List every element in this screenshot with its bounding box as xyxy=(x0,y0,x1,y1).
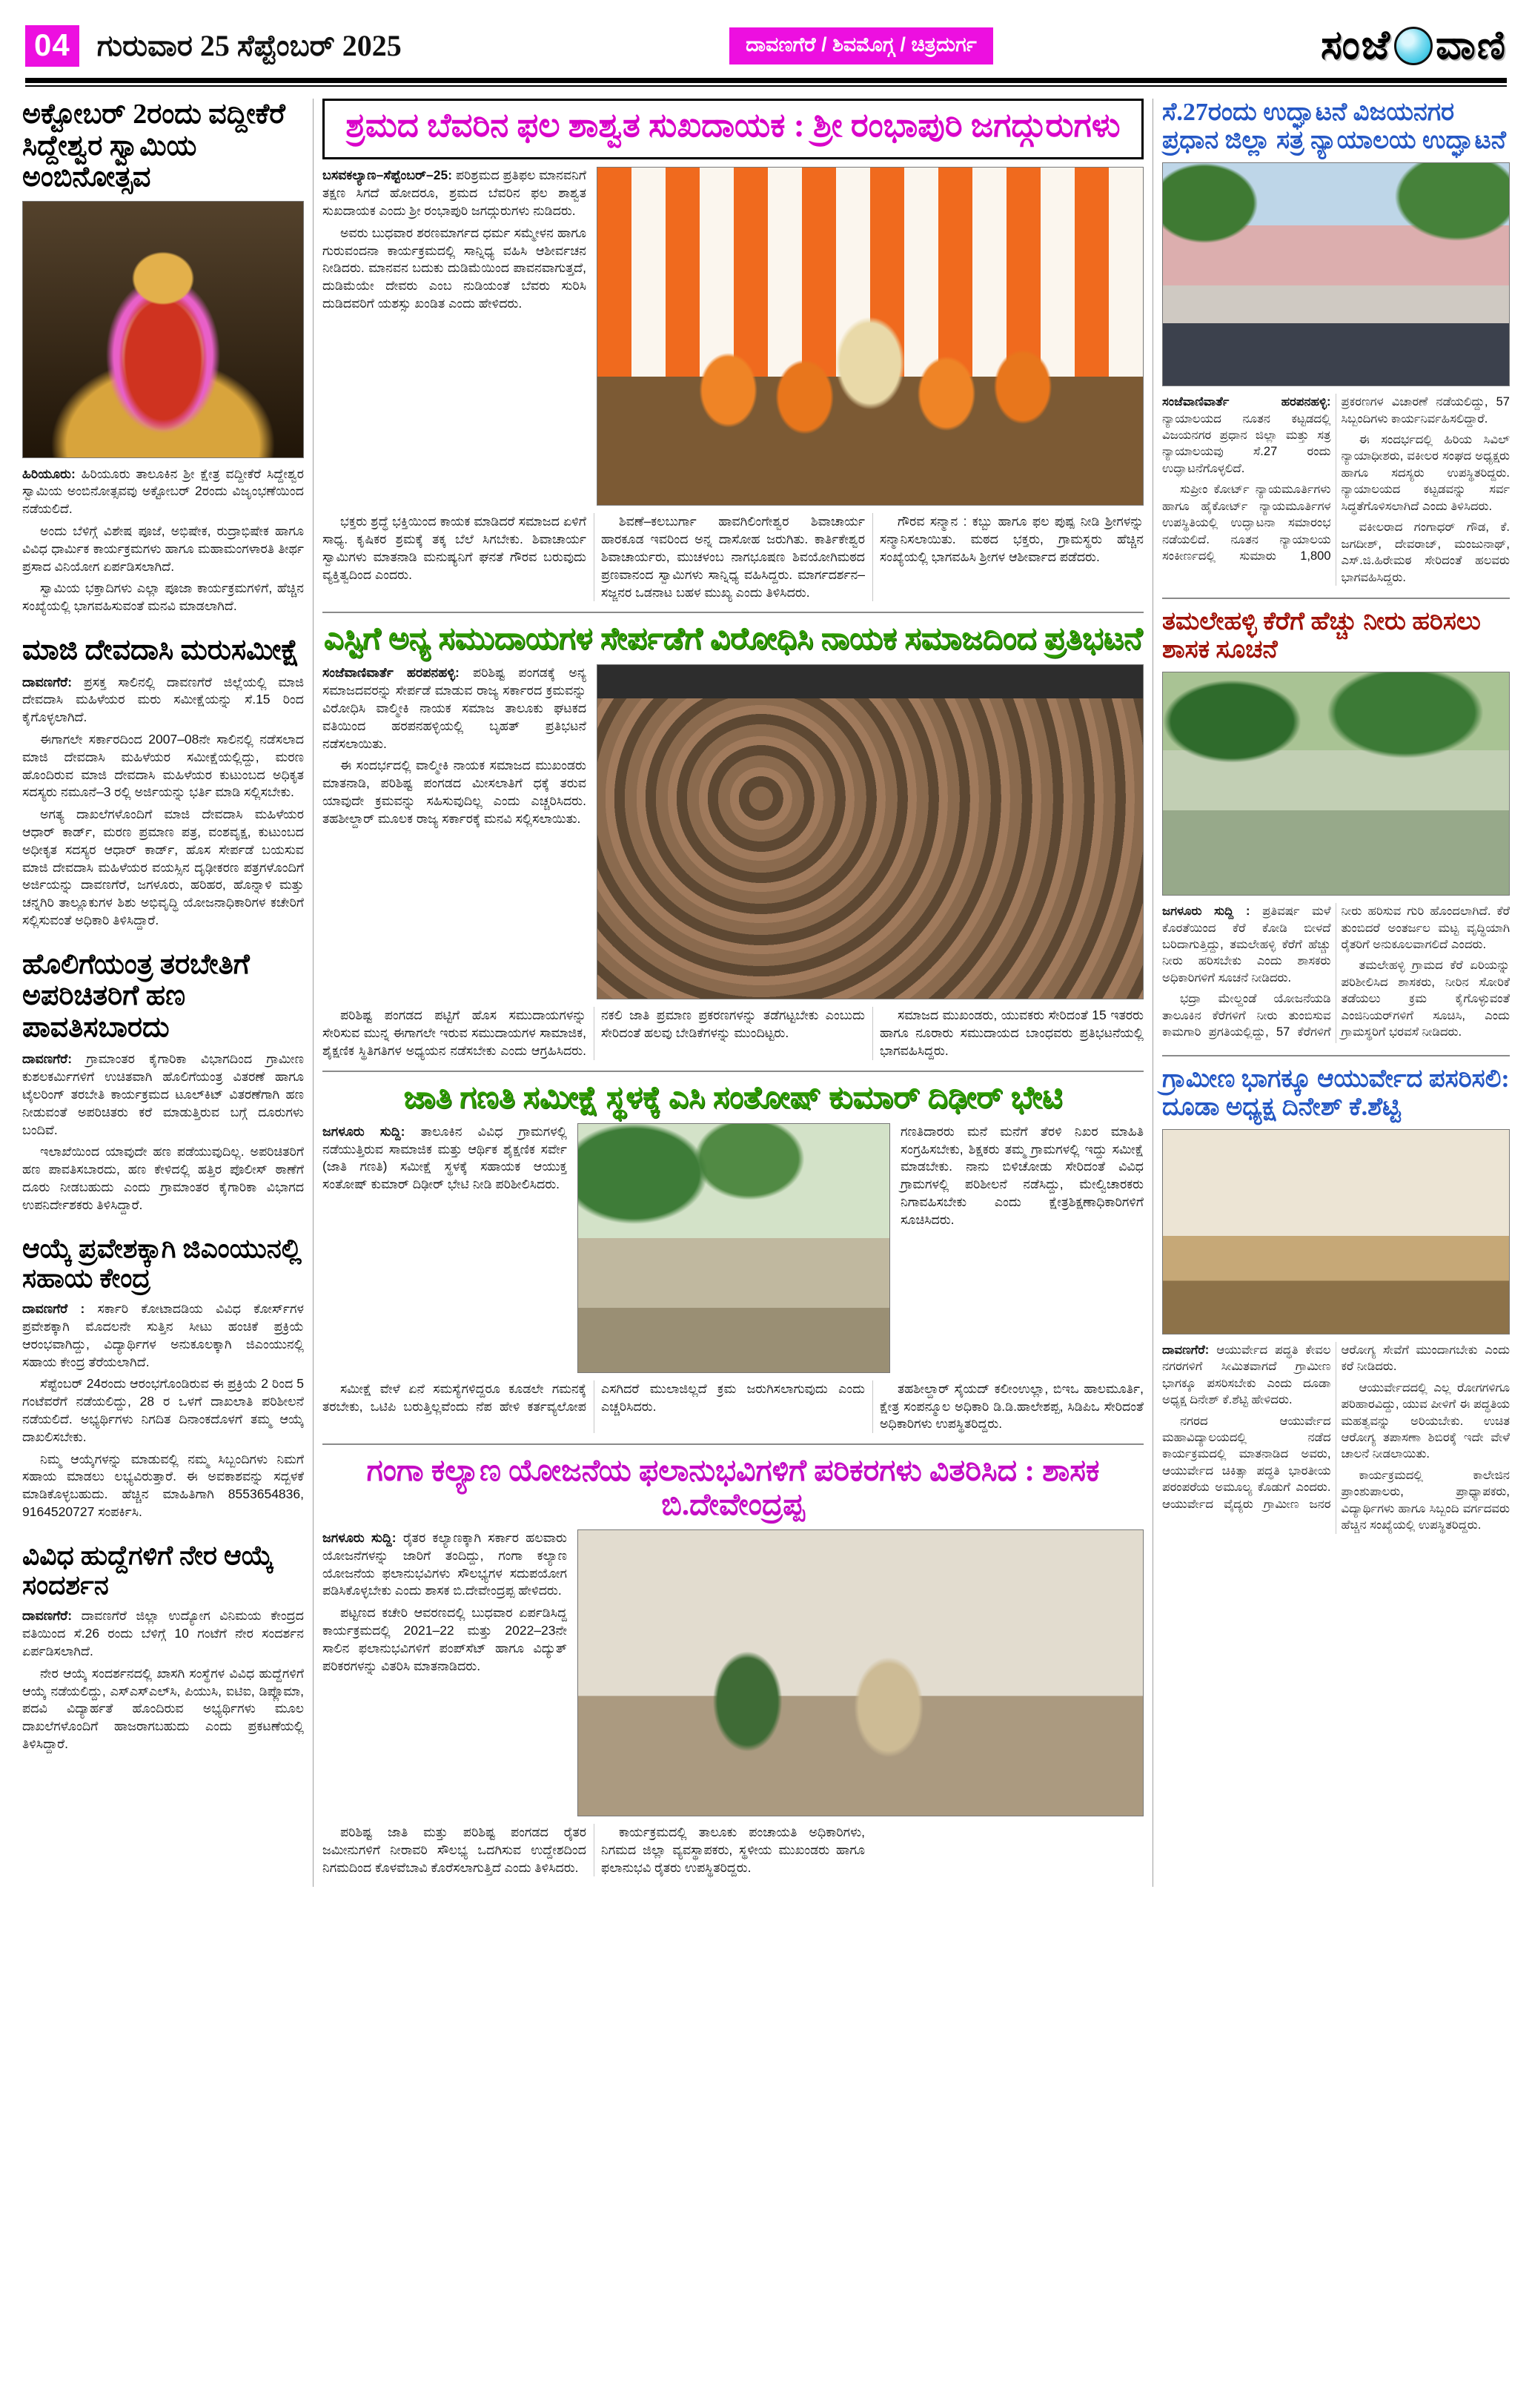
right-column xyxy=(1162,99,1510,1887)
paragraph: ಭಕ್ತರು ಶ್ರದ್ಧೆ ಭಕ್ತಿಯಿಂದ ಕಾಯಕ ಮಾಡಿದರೆ ಸಮಾಜದ ಏಳಿಗೆ ಸಾಧ್ಯ. ಕೃಷಿಕರ ಶ್ರಮಕ್ಕೆ ತಕ್ಕ ಬೆಲೆ ಸಿಗಬೇಕು. ಶಿವಾಚಾರ್ಯ ಸ್ವಾಮಿಗಳು ಮಾತನಾಡಿ ಮನುಷ್ಯನಿಗೆ ಘನತೆ ಗೌರವ ಬರುವುದು ವ್ಯಕ್ತಿತ್ವದಿಂದ ಎಂದರು. xyxy=(322,514,586,582)
headline: ಹೊಲಿಗೆಯಂತ್ರ ತರಬೇತಿಗೆ ಅಪರಿಚಿತರಿಗೆ ಹಣ ಪಾವತಿಸಬಾರದು xyxy=(22,948,250,1043)
headline: ಜಾತಿ ಗಣತಿ ಸಮೀಕ್ಷೆ ಸ್ಥಳಕ್ಕೆ ಎಸಿ ಸಂತೋಷ್ ಕುಮಾರ್ ದಿಢೀರ್ ಭೇಟಿ xyxy=(403,1080,1063,1115)
center-column xyxy=(322,99,1144,1887)
dateline: ದಾವಣಗೆರೆ: xyxy=(22,1051,73,1067)
paragraph: ತಮಲೇಹಳ್ಳಿ ಗ್ರಾಮದ ಕೆರೆ ಏರಿಯನ್ನು ಪರಿಶೀಲಿಸಿದ ಶಾಸಕರು, ನೀರಿನ ಸೋರಿಕೆ ತಡೆಯಲು ಕ್ರಮ ಕೈಗೊಳ್ಳುವಂತೆ ಎಂಜಿನಿಯರ್‌ಗಳಿಗೆ ಸೂಚಿಸಿ, ಎಂದು ಗ್ರಾಮಸ್ಥರಿಗೆ ಭರವಸೆ ನೀಡಿದರು. xyxy=(1341,959,1510,1039)
paragraph: ಪ್ರಸಕ್ತ ಸಾಲಿನಲ್ಲಿ ದಾವಣಗೆರೆ ಜಿಲ್ಲೆಯಲ್ಲಿ ಮಾಜಿ ದೇವದಾಸಿ ಮಹಿಳೆಯರ ಮರು ಸಮೀಕ್ಷೆಯನ್ನು ಸೆ.15 ರಿಂದ ಕೈಗೊಳ್ಳಲಾಗಿದೆ. xyxy=(22,674,304,725)
headline: ಅಕ್ಟೋಬರ್ 2ರಂದು ವದ್ದೀಕೆರೆ ಸಿದ್ದೇಶ್ವರ ಸ್ವಾಮಿಯ ಅಂಬಿನೋತ್ಸವ xyxy=(22,99,285,194)
headline: ವಿವಿಧ ಹುದ್ದೆಗಳಿಗೆ ನೇರ ಆಯ್ಕೆ ಸಂದರ್ಶನ xyxy=(22,1540,274,1601)
article-body xyxy=(322,1007,1144,1059)
paragraph: ಸರ್ಕಾರಿ ಕೋಟಾದಡಿಯ ವಿವಿಧ ಕೋರ್ಸ್‌ಗಳ ಪ್ರವೇಶಕ್ಕಾಗಿ ಮೊದಲನೇ ಸುತ್ತಿನ ಸೀಟು ಹಂಚಿಕೆ ಪ್ರಕ್ರಿಯೆ ಆರಂಭವಾಗಿದ್ದು, ವಿದ್ಯಾರ್ಥಿಗಳ ಅನುಕೂಲಕ್ಕಾಗಿ ಜಿಎಂಯುನಲ್ಲಿ ಸಹಾಯ ಕೇಂದ್ರ ತೆರೆಯಲಾಗಿದೆ. xyxy=(22,1301,304,1369)
editions-badge: ದಾವಣಗೆರೆ / ಶಿವಮೊಗ್ಗ / ಚಿತ್ರದುರ್ಗ xyxy=(729,27,993,64)
paragraph: ಇಲಾಖೆಯಿಂದ ಯಾವುದೇ ಹಣ ಪಡೆಯುವುದಿಲ್ಲ. ಅಪರಿಚಿತರಿಗೆ ಹಣ ಪಾವತಿಸಬಾರದು, ಹಣ ಕೇಳಿದಲ್ಲಿ ಹತ್ತಿರ ಪೊಲೀಸ್ ಠಾಣೆಗೆ ದೂರು ನೀಡಬಹುದು ಎಂದು ಗ್ರಾಮಾಂತರ ಕೈಗಾರಿಕಾ ವಿಭಾಗದ ಉಪನಿರ್ದೇಶಕರು ತಿಳಿಸಿದ್ದಾರೆ. xyxy=(22,1144,304,1212)
dateline: ಸಂಜೆವಾಣಿವಾರ್ತೆ ಹರಪನಹಳ್ಳಿ: xyxy=(1162,395,1331,409)
left-column xyxy=(22,99,304,1887)
paragraph: ಆಯುರ್ವೇದ ಪದ್ಧತಿ ಕೇವಲ ನಗರಗಳಿಗೆ ಸೀಮಿತವಾಗದೆ ಗ್ರಾಮೀಣ ಭಾಗಕ್ಕೂ ಪಸರಿಸಬೇಕು ಎಂದು ದೂಡಾ ಅಧ್ಯಕ್ಷ ದಿನೇಶ್ ಕೆ.ಶೆಟ್ಟಿ ಹೇಳಿದರು. xyxy=(1162,1343,1331,1407)
dateline: ಜಗಳೂರು ಸುದ್ದಿ : xyxy=(1162,904,1250,919)
paragraph: ಕಾರ್ಯಕ್ರಮದಲ್ಲಿ ಕಾಲೇಜಿನ ಪ್ರಾಂಶುಪಾಲರು, ಪ್ರಾಧ್ಯಾಪಕರು, ವಿದ್ಯಾರ್ಥಿಗಳು ಹಾಗೂ ಸಿಬ್ಬಂದಿ ವರ್ಗದವರು ಹೆಚ್ಚಿನ ಸಂಖ್ಯೆಯಲ್ಲಿ ಉಪಸ್ಥಿತರಿದ್ದರು. xyxy=(1341,1468,1510,1532)
paragraph: ಸುಪ್ರೀಂ ಕೋರ್ಟ್ ನ್ಯಾಯಮೂರ್ತಿಗಳು ಹಾಗೂ ಹೈಕೋರ್ಟ್ ನ್ಯಾಯಮೂರ್ತಿಗಳ ಉಪಸ್ಥಿತಿಯಲ್ಲಿ ಉದ್ಘಾಟನಾ ಸಮಾರಂಭ ನಡೆಯಲಿದೆ. ನೂತನ ನ್ಯಾಯಾಲಯ ಸಂಕೀರ್ಣದಲ್ಲಿ ಸುಮಾರು 1,800 ಪ್ರಕರಣಗಳ ವಿಚಾರಣೆ ನಡೆಯಲಿದ್ದು, 57 ಸಿಬ್ಬಂದಿಗಳು ಕಾರ್ಯನಿರ್ವಹಿಸಲಿದ್ದಾರೆ. xyxy=(1162,395,1510,563)
dateline: ಜಗಳೂರು ಸುದ್ದಿ: xyxy=(322,1530,397,1546)
paragraph: ಶಿವಣೆ–ಕಲಬುರ್ಗಾ ಹಾವಗಿಲಿಂಗೇಶ್ವರ ಶಿವಾಚಾರ್ಯ ಹಾರಕೂಡ ಇವರಿಂದ ಅನ್ನ ದಾಸೋಹ ಜರುಗಿತು. ಕಾರ್ತಿಕೇಶ್ವರ ಶಿವಾಚಾರ್ಯರು, ಮುಚಳಂಬ ನಾಗಭೂಷಣ ಶಿವಯೋಗಿಮಠದ ಪ್ರಣವಾನಂದ ಸ್ವಾಮಿಗಳು ಸಾನ್ನಿಧ್ಯ ವಹಿಸಿದ್ದರು. ಮಾರ್ಗದರ್ಶನ–ಸಜ್ಜನರ ಒಡನಾಟ ಬಹಳ ಮುಖ್ಯ ಎಂದು ತಿಳಿಸಿದರು. xyxy=(601,514,865,600)
dateline: ಹಿರಿಯೂರು: xyxy=(22,466,76,481)
paragraph: ಈ ಸಂದರ್ಭದಲ್ಲಿ ಹಿರಿಯ ಸಿವಿಲ್ ನ್ಯಾಯಾಧೀಶರು, ವಕೀಲರ ಸಂಘದ ಅಧ್ಯಕ್ಷರು ಹಾಗೂ ಸದಸ್ಯರು ಉಪಸ್ಥಿತರಿದ್ದರು. ನ್ಯಾಯಾಲಯದ ಕಟ್ಟಡವನ್ನು ಸರ್ವ ಸಿದ್ಧತೆಗೊಳಿಸಲಾಗಿದೆ ಎಂದು ತಿಳಿಸಿದರು. xyxy=(1341,433,1510,513)
dateline: ಬಸವಕಲ್ಯಾಣ–ಸೆಪ್ಟೆಂಬರ್–25: xyxy=(322,168,453,183)
article-sewing-machine-warning xyxy=(22,949,304,1214)
article-court-inauguration xyxy=(1162,99,1510,586)
masthead-right-text: ವಾಣಿ xyxy=(1436,23,1507,67)
lake-inspection-photo xyxy=(1162,672,1510,896)
article-jagadguru xyxy=(322,99,1144,601)
handover-photo xyxy=(577,1529,1144,1816)
article-body xyxy=(1162,394,1510,586)
headline: ಸೆ.27ರಂದು ಉದ್ಘಾಟನೆ ವಿಜಯನಗರ ಪ್ರಧಾನ ಜಿಲ್ಲಾ ಸತ್ರ ನ್ಯಾಯಾಲಯ ಉದ್ಘಾಟನೆ xyxy=(1162,99,1506,155)
dateline: ಸಂಜೆವಾಣಿವಾರ್ತೆ ಹರಪನಹಳ್ಳಿ: xyxy=(322,665,460,681)
headline: ಆಯ್ಕೆ ಪ್ರವೇಶಕ್ಕಾಗಿ ಜಿಎಂಯುನಲ್ಲಿ ಸಹಾಯ ಕೇಂದ್ರ xyxy=(22,1233,302,1293)
article-direct-interview xyxy=(22,1541,304,1753)
lead-text xyxy=(322,1123,567,1373)
paragraph: ವಕೀಲರಾದ ಗಂಗಾಧರ್ ಗೌಡ, ಕೆ. ಜಗದೀಶ್, ದೇವರಾಜ್, ಮಂಜುನಾಥ್, ಎಸ್.ಜಿ.ಹಿರೇಮಠ ಸೇರಿದಂತೆ ಹಲವರು ಭಾಗವಹಿಸಿದ್ದರು. xyxy=(1341,520,1510,584)
headline: ಮಾಜಿ ದೇವದಾಸಿ ಮರುಸಮೀಕ್ಷೆ xyxy=(22,635,299,666)
paragraph: ಅಗತ್ಯ ದಾಖಲೆಗಳೊಂದಿಗೆ ಮಾಜಿ ದೇವದಾಸಿ ಮಹಿಳೆಯರ ಆಧಾರ್ ಕಾರ್ಡ್, ಮರಣ ಪ್ರಮಾಣ ಪತ್ರ, ವಂಶವೃಕ್ಷ, ಕುಟುಂಬದ ಅಧೀಕೃತ ಸದಸ್ಯರ ಆಧಾರ್ ಕಾರ್ಡ್, ಹೊಸ ಸೇರ್ಪಡೆ ಬಯಸುವ ಮಾಜಿ ದೇವದಾಸಿ ಮಹಿಳೆಯರ ವಯಸ್ಸಿನ ದೃಢೀಕರಣ ಪತ್ರಗಳೊಂದಿಗೆ ಅರ್ಜಿಯನ್ನು ದಾವಣಗೆರೆ, ಜಗಳೂರು, ಹರಿಹರ, ಹೊನ್ನಾಳಿ ಮತ್ತು ಚನ್ನಗಿರಿ ತಾಲ್ಲೂಕುಗಳ ಶಿಶು ಅಭಿವೃದ್ಧಿ ಯೋಜನಾಧಿಕಾರಿಗಳ ಕಚೇರಿಗೆ ಸಲ್ಲಿಸುವಂತೆ ಅಧಿಕಾರಿ ತಿಳಿಸಿದ್ದಾರೆ. xyxy=(22,807,304,927)
dateline: ದಾವಣಗೆರೆ: xyxy=(22,674,73,689)
dateline: ದಾವಣಗೆರೆ: xyxy=(1162,1343,1210,1357)
ayurveda-event-photo xyxy=(1162,1129,1510,1334)
headline: ಎಸ್ಟಿಗೆ ಅನ್ಯ ಸಮುದಾಯಗಳ ಸೇರ್ಪಡೆಗೆ ವಿರೋಧಿಸಿ ನಾಯಕ ಸಮಾಜದಿಂದ ಪ್ರತಿಭಟನೆ xyxy=(323,622,1143,657)
paragraph: ಈ ಸಂದರ್ಭದಲ್ಲಿ ವಾಲ್ಮೀಕಿ ನಾಯಕ ಸಮಾಜದ ಮುಖಂಡರು ಮಾತನಾಡಿ, ಪರಿಶಿಷ್ಟ ಪಂಗಡದ ಮೀಸಲಾತಿಗೆ ಧಕ್ಕೆ ತರುವ ಯಾವುದೇ ಕ್ರಮವನ್ನು ಸಹಿಸುವುದಿಲ್ಲ ಎಂದು ಎಚ್ಚರಿಸಿದರು. ತಹಶೀಲ್ದಾರ್ ಮೂಲಕ ರಾಜ್ಯ ಸರ್ಕಾರಕ್ಕೆ ಮನವಿ ಸಲ್ಲಿಸಲಾಯಿತು. xyxy=(322,758,586,826)
paragraph: ತಹಶೀಲ್ದಾರ್ ಸೈಯದ್ ಕಲೀಂಉಲ್ಲಾ, ಬಿಇಒ ಹಾಲಮೂರ್ತಿ, ಕ್ಷೇತ್ರ ಸಂಪನ್ಮೂಲ ಅಧಿಕಾರಿ ಡಿ.ಡಿ.ಹಾಲೇಶಪ್ಪ, ಸಿಡಿಪಿಒ ಸೇರಿದಂತೆ ಅಧಿಕಾರಿಗಳು ಉಪಸ್ಥಿತರಿದ್ದರು. xyxy=(880,1380,1144,1432)
article-ganga-kalyana xyxy=(322,1443,1144,1876)
paragraph: ಪರಿಶಿಷ್ಟ ಪಂಗಡಕ್ಕೆ ಅನ್ಯ ಸಮಾಜದವರನ್ನು ಸೇರ್ಪಡೆ ಮಾಡುವ ರಾಜ್ಯ ಸರ್ಕಾರದ ಕ್ರಮವನ್ನು ವಿರೋಧಿಸಿ ವಾಲ್ಮೀಕಿ ನಾಯಕ ಸಮಾಜ ತಾಲೂಕು ಘಟಕದ ವತಿಯಿಂದ ಹರಪನಹಳ್ಳಿಯಲ್ಲಿ ಬೃಹತ್ ಪ್ರತಿಭಟನೆ ನಡೆಸಲಾಯಿತು. xyxy=(322,665,586,751)
paragraph: ಪಟ್ಟಣದ ಕಚೇರಿ ಆವರಣದಲ್ಲಿ ಬುಧವಾರ ಏರ್ಪಡಿಸಿದ್ದ ಕಾರ್ಯಕ್ರಮದಲ್ಲಿ 2021–22 ಮತ್ತು 2022–23ನೇ ಸಾಲಿನ ಫಲಾನುಭವಿಗಳಿಗೆ ಪಂಪ್‌ಸೆಟ್ ಹಾಗೂ ವಿದ್ಯುತ್ ಪರಿಕರಗಳನ್ನು ವಿತರಿಸಿ ಮಾತನಾಡಿದರು. xyxy=(322,1605,567,1673)
article-body xyxy=(322,1824,1144,1876)
column-divider xyxy=(313,99,314,1887)
paragraph: ಆಯುರ್ವೇದದಲ್ಲಿ ಎಲ್ಲ ರೋಗಗಳಿಗೂ ಪರಿಹಾರವಿದ್ದು, ಯುವ ಪೀಳಿಗೆ ಈ ಪದ್ಧತಿಯ ಮಹತ್ವವನ್ನು ಅರಿಯಬೇಕು. ಉಚಿತ ಆರೋಗ್ಯ ತಪಾಸಣಾ ಶಿಬಿರಕ್ಕೆ ಇದೇ ವೇಳೆ ಚಾಲನೆ ನೀಡಲಾಯಿತು. xyxy=(1341,1380,1510,1461)
paragraph: ಅವರು ಬುಧವಾರ ಶರಣಮಾರ್ಗದ ಧರ್ಮ ಸಮ್ಮೇಳನ ಹಾಗೂ ಗುರುವಂದನಾ ಕಾರ್ಯಕ್ರಮದಲ್ಲಿ ಸಾನ್ನಿಧ್ಯ ವಹಿಸಿ ಆಶೀರ್ವಚನ ನೀಡಿದರು. ಮಾನವನ ಬದುಕು ದುಡಿಮೆಯಿಂದ ಪಾವನವಾಗುತ್ತದೆ, ದುಡಿಮೆಯೇ ದೇವರು ಎಂಬ ನುಡಿಯಂತೆ ಬೆವರು ಸುರಿಸಿ ದುಡಿದವರಿಗೆ ಯಶಸ್ಸು ಖಂಡಿತ ಎಂದು ಹೇಳಿದರು. xyxy=(322,225,586,311)
masthead-emblem-icon xyxy=(1394,27,1433,65)
article-ayurveda xyxy=(1162,1055,1510,1534)
article-st-protest xyxy=(322,612,1144,1059)
deity-idol-photo xyxy=(22,201,304,458)
header-rule-thick xyxy=(25,78,1507,83)
paragraph: ಅಂದು ಬೆಳಿಗ್ಗೆ ವಿಶೇಷ ಪೂಜೆ, ಅಭಿಷೇಕ, ರುದ್ರಾಭಿಷೇಕ ಹಾಗೂ ವಿವಿಧ ಧಾರ್ಮಿಕ ಕಾರ್ಯಕ್ರಮಗಳು ಹಾಗೂ ಮಹಾಮಂಗಳಾರತಿ ತೀರ್ಥ ಪ್ರಸಾದ ವಿನಿಯೋಗ ಏರ್ಪಡಿಸಲಾಗಿದೆ. xyxy=(22,523,304,574)
content-area xyxy=(0,87,1532,1887)
headline: ತಮಲೇಹಳ್ಳಿ ಕೆರೆಗೆ ಹೆಚ್ಚು ನೀರು ಹರಿಸಲು ಶಾಸಕ ಸೂಚನೆ xyxy=(1162,607,1481,664)
headline: ಗಂಗಾ ಕಲ್ಯಾಣ ಯೋಜನೆಯ ಫಲಾನುಭವಿಗಳಿಗೆ ಪರಿಕರಗಳು ವಿತರಿಸಿದ : ಶಾಸಕ ಬಿ.ದೇವೇಂದ್ರಪ್ಪ xyxy=(366,1453,1100,1522)
article-caste-census-visit xyxy=(322,1071,1144,1433)
protest-crowd-photo xyxy=(597,664,1144,999)
dateline: ಜಗಳೂರು ಸುದ್ದಿ: xyxy=(322,1123,405,1139)
article-body xyxy=(1162,903,1510,1043)
census-visit-photo xyxy=(577,1123,890,1373)
paragraph: ನಗರದ ಆಯುರ್ವೇದ ಮಹಾವಿದ್ಯಾಲಯದಲ್ಲಿ ನಡೆದ ಕಾರ್ಯಕ್ರಮದಲ್ಲಿ ಮಾತನಾಡಿದ ಅವರು, ಆಯುರ್ವೇದ ಚಿಕಿತ್ಸಾ ಪದ್ಧತಿ ಭಾರತೀಯ ಪರಂಪರೆಯ ಅಮೂಲ್ಯ ಕೊಡುಗೆ ಎಂದರು. ಆಯುರ್ವೇದ ವೈದ್ಯರು ಗ್ರಾಮೀಣ ಜನರ ಆರೋಗ್ಯ ಸೇವೆಗೆ ಮುಂದಾಗಬೇಕು ಎಂದು ಕರೆ ನೀಡಿದರು. xyxy=(1162,1343,1510,1511)
article-body xyxy=(1162,1342,1510,1534)
paragraph: ಗ್ರಾಮಾಂತರ ಕೈಗಾರಿಕಾ ವಿಭಾಗದಿಂದ ಗ್ರಾಮೀಣ ಕುಶಲಕರ್ಮಿಗಳಿಗೆ ಉಚಿತವಾಗಿ ಹೊಲಿಗೆಯಂತ್ರ ವಿತರಣೆ ಹಾಗೂ ಟೈಲರಿಂಗ್ ತರಬೇತಿ ಕಾರ್ಯಕ್ರಮದ ಟೂಲ್‌ಕಿಟ್ ವಿತರಣೆಗಾಗಿ ಹಣ ನೀಡುವಂತೆ ಅಪರಿಚಿತರು ಕರೆ ಮಾಡುತ್ತಿರುವ ಬಗ್ಗೆ ದೂರುಗಳು ಬಂದಿವೆ. xyxy=(22,1051,304,1137)
paragraph: ಸಮೀಕ್ಷೆ ವೇಳೆ ಏನೆ ಸಮಸ್ಯೆಗಳಿದ್ದರೂ ಕೂಡಲೇ ಗಮನಕ್ಕೆ ತರಬೇಕು, ಒಟಿಪಿ ಬರುತ್ತಿಲ್ಲವೆಂದು ನೆಪ ಹೇಳಿ ಕರ್ತವ್ಯಲೋಪ ಎಸಗಿದರೆ ಮುಲಾಜಿಲ್ಲದೆ ಕ್ರಮ ಜರುಗಿಸಲಾಗುವುದು ಎಂದು ಎಚ್ಚರಿಸಿದರು. xyxy=(322,1380,865,1414)
paragraph: ಪರಿಶ್ರಮದ ಪ್ರತಿಫಲ ಮಾನವನಿಗೆ ತಕ್ಷಣ ಸಿಗದೆ ಹೋದರೂ, ಶ್ರಮದ ಬೆವರಿನ ಫಲ ಶಾಶ್ವತ ಸುಖದಾಯಕ ಎಂದು ಶ್ರೀ ರಂಭಾಪುರಿ ಜಗದ್ಗುರುಗಳು ನುಡಿದರು. xyxy=(322,168,586,218)
dateline: ದಾವಣಗೆರೆ: xyxy=(22,1608,73,1624)
masthead xyxy=(1321,22,1507,69)
jagadguru-event-photo xyxy=(597,167,1144,506)
masthead-left-text: ಸಂಜೆ xyxy=(1320,23,1392,67)
paragraph: ನೇರ ಆಯ್ಕೆ ಸಂದರ್ಶನದಲ್ಲಿ ಖಾಸಗಿ ಸಂಸ್ಥೆಗಳ ವಿವಿಧ ಹುದ್ದೆಗಳಿಗೆ ಆಯ್ಕೆ ನಡೆಯಲಿದ್ದು, ಎಸ್‌ಎಸ್‌ಎಲ್‌ಸಿ, ಪಿಯುಸಿ, ಐಟಿಐ, ಡಿಪ್ಲೊಮಾ, ಪದವಿ ವಿದ್ಯಾರ್ಹತೆ ಹೊಂದಿರುವ ಅಭ್ಯರ್ಥಿಗಳು ಮೂಲ ದಾಖಲೆಗಳೊಂದಿಗೆ ಹಾಜರಾಗಬಹುದು ಎಂದು ಪ್ರಕಟಣೆಯಲ್ಲಿ ತಿಳಿಸಿದ್ದಾರೆ. xyxy=(22,1665,304,1751)
paragraph: ಗಣತಿದಾರರು ಮನೆ ಮನೆಗೆ ತೆರಳಿ ನಿಖರ ಮಾಹಿತಿ ಸಂಗ್ರಹಿಸಬೇಕು, ಶಿಕ್ಷಕರು ತಮ್ಮ ಗ್ರಾಮಗಳಲ್ಲಿ ಇದ್ದು ಸಮೀಕ್ಷೆ ಮಾಡಬೇಕು. ನಾನು ಬಿಳಿಚೋಡು ಸೇರಿದಂತೆ ವಿವಿಧ ಗ್ರಾಮಗಳಲ್ಲಿ ಪರಿಶೀಲನೆ ನಡೆಸಿದ್ದು, ಮೇಲ್ವಿಚಾರಕರು ನಿಗಾವಹಿಸಬೇಕು ಎಂದು ಕ್ಷೇತ್ರಶಿಕ್ಷಣಾಧಿಕಾರಿಗಳಿಗೆ ಸೂಚಿಸಿದರು. xyxy=(901,1123,1144,1227)
article-devadasi-survey xyxy=(22,635,304,930)
lead-text xyxy=(322,664,586,999)
paragraph: ಗೌರವ ಸನ್ಮಾನ : ಕಬ್ಬು ಹಾಗೂ ಫಲ ಪುಷ್ಪ ನೀಡಿ ಶ್ರೀಗಳನ್ನು ಸನ್ಮಾನಿಸಲಾಯಿತು. ಮಠದ ಭಕ್ತರು, ಗ್ರಾಮಸ್ಥರು ಹೆಚ್ಚಿನ ಸಂಖ್ಯೆಯಲ್ಲಿ ಭಾಗವಹಿಸಿ ಶ್ರೀಗಳ ಆಶೀರ್ವಾದ ಪಡೆದರು. xyxy=(880,514,1144,564)
paragraph: ಪ್ರತಿವರ್ಷ ಮಳೆ ಕೊರತೆಯಿಂದ ಕೆರೆ ಕೋಡಿ ಬೀಳದೆ ಬರಿದಾಗುತ್ತಿದ್ದು, ತಮಲೇಹಳ್ಳಿ ಕೆರೆಗೆ ಹೆಚ್ಚು ನೀರು ಹರಿಸಬೇಕು ಎಂದು ಶಾಸಕರು ಅಧಿಕಾರಿಗಳಿಗೆ ಸೂಚನೆ ನೀಡಿದರು. xyxy=(1162,904,1331,985)
paragraph: ನ್ಯಾಯಾಲಯದ ನೂತನ ಕಟ್ಟಡದಲ್ಲಿ ವಿಜಯನಗರ ಪ್ರಧಾನ ಜಿಲ್ಲಾ ಮತ್ತು ಸತ್ರ ನ್ಯಾಯಾಲಯವು ಸೆ.27 ರಂದು ಉದ್ಘಾಟನೆಗೊಳ್ಳಲಿದೆ. xyxy=(1162,411,1331,475)
paragraph: ಭದ್ರಾ ಮೇಲ್ದಂಡೆ ಯೋಜನೆಯಡಿ ತಾಲೂಕಿನ ಕೆರೆಗಳಿಗೆ ನೀರು ತುಂಬಿಸುವ ಕಾಮಗಾರಿ ಪ್ರಗತಿಯಲ್ಲಿದ್ದು, 57 ಕೆರೆಗಳಿಗೆ ನೀರು ಹರಿಸುವ ಗುರಿ ಹೊಂದಲಾಗಿದೆ. ಕೆರೆ ತುಂಬಿದರೆ ಅಂತರ್ಜಲ ಮಟ್ಟ ವೃದ್ಧಿಯಾಗಿ ರೈತರಿಗೆ ಅನುಕೂಲವಾಗಲಿದೆ ಎಂದರು. xyxy=(1162,904,1510,1039)
paragraph: ನಿಮ್ಮ ಆಯ್ಕೆಗಳನ್ನು ಮಾಡುವಲ್ಲಿ ನಮ್ಮ ಸಿಬ್ಬಂದಿಗಳು ನಿಮಗೆ ಸಹಾಯ ಮಾಡಲು ಲಭ್ಯವಿರುತ್ತಾರೆ. ಈ ಅವಕಾಶವನ್ನು ಸದ್ಬಳಕೆ ಮಾಡಿಕೊಳ್ಳಬಹುದು. ಹೆಚ್ಚಿನ ಮಾಹಿತಿಗಾಗಿ 8553654836, 9164520727 ಸಂಪರ್ಕಿಸಿ. xyxy=(22,1451,304,1519)
date-text: ಗುರುವಾರ 25 ಸೆಪ್ಟೆಂಬರ್ 2025 xyxy=(96,29,402,62)
paragraph: ಸ್ವಾಮಿಯ ಭಕ್ತಾದಿಗಳು ಎಲ್ಲಾ ಪೂಜಾ ಕಾರ್ಯಕ್ರಮಗಳಿಗೆ, ಹೆಚ್ಚಿನ ಸಂಖ್ಯೆಯಲ್ಲಿ ಭಾಗವಹಿಸುವಂತೆ ಮನವಿ ಮಾಡಲಾಗಿದೆ. xyxy=(22,580,304,614)
paragraph: ಹಿರಿಯೂರು ತಾಲೂಕಿನ ಶ್ರೀ ಕ್ಷೇತ್ರ ವದ್ದೀಕೆರೆ ಸಿದ್ದೇಶ್ವರ ಸ್ವಾಮಿಯ ಅಂಬಿನೋತ್ಸವವು ಅಕ್ಟೋಬರ್ 2ರಂದು ವಿಜೃಂಭಣೆಯಿಂದ ನಡೆಯಲಿದೆ. xyxy=(22,466,304,517)
headline: ಶ್ರಮದ ಬೆವರಿನ ಫಲ ಶಾಶ್ವತ ಸುಖದಾಯಕ : ಶ್ರೀ ರಂಭಾಪುರಿ ಜಗದ್ಗುರುಗಳು xyxy=(345,107,1121,144)
article-ambinotsava xyxy=(22,99,304,615)
lead-text xyxy=(322,167,586,506)
paragraph: ತಾಲೂಕಿನ ವಿವಿಧ ಗ್ರಾಮಗಳಲ್ಲಿ ನಡೆಯುತ್ತಿರುವ ಸಾಮಾಜಿಕ ಮತ್ತು ಆರ್ಥಿಕ ಶೈಕ್ಷಣಿಕ ಸರ್ವೇ (ಜಾತಿ ಗಣತಿ) ಸಮೀಕ್ಷೆ ಸ್ಥಳಕ್ಕೆ ಸಹಾಯಕ ಆಯುಕ್ತ ಸಂತೋಷ್ ಕುಮಾರ್ ದಿಢೀರ್ ಭೇಟಿ ನೀಡಿ ಪರಿಶೀಲಿಸಿದರು. xyxy=(322,1123,567,1192)
paragraph: ದಾವಣಗೆರೆ ಜಿಲ್ಲಾ ಉದ್ಯೋಗ ವಿನಿಮಯ ಕೇಂದ್ರದ ವತಿಯಿಂದ ಸೆ.26 ರಂದು ಬೆಳಿಗ್ಗೆ 10 ಗಂಟೆಗೆ ನೇರ ಸಂದರ್ಶನ ಏರ್ಪಡಿಸಲಾಗಿದೆ. xyxy=(22,1608,304,1658)
paragraph: ರೈತರ ಕಲ್ಯಾಣಕ್ಕಾಗಿ ಸರ್ಕಾರ ಹಲವಾರು ಯೋಜನೆಗಳನ್ನು ಜಾರಿಗೆ ತಂದಿದ್ದು, ಗಂಗಾ ಕಲ್ಯಾಣ ಯೋಜನೆಯ ಫಲಾನುಭವಿಗಳು ಸೌಲಭ್ಯಗಳ ಸದುಪಯೋಗ ಪಡಿಸಿಕೊಳ್ಳಬೇಕು ಎಂದು ಶಾಸಕ ಬಿ.ದೇವೇಂದ್ರಪ್ಪ ಹೇಳಿದರು. xyxy=(322,1530,567,1598)
side-text xyxy=(901,1123,1144,1373)
paragraph: ಈಗಾಗಲೇ ಸರ್ಕಾರದಿಂದ 2007–08ನೇ ಸಾಲಿನಲ್ಲಿ ನಡೆಸಲಾದ ಮಾಜಿ ದೇವದಾಸಿ ಮಹಿಳೆಯರ ಸಮೀಕ್ಷೆಯಲ್ಲಿದ್ದು, ಮರಣ ಹೊಂದಿರುವ ಮಾಜಿ ದೇವದಾಸಿ ಮಹಿಳೆಯರ ಕುಟುಂಬದ ಅಧಿಕೃತ ಸದಸ್ಯರು ನಮೂನೆ–3 ರಲ್ಲಿ ಅರ್ಜಿಯನ್ನು ಭರ್ತಿ ಮಾಡಿ ಸಲ್ಲಿಸಬೇಕು. xyxy=(22,731,304,800)
dateline: ದಾವಣಗೆರೆ : xyxy=(22,1301,85,1317)
paragraph: ಪರಿಶಿಷ್ಟ ಜಾತಿ ಮತ್ತು ಪರಿಶಿಷ್ಟ ಪಂಗಡದ ರೈತರ ಜಮೀನುಗಳಿಗೆ ನೀರಾವರಿ ಸೌಲಭ್ಯ ಒದಗಿಸುವ ಉದ್ದೇಶದಿಂದ ನಿಗಮದಿಂದ ಕೊಳವೆಬಾವಿ ಕೊರೆಸಲಾಗುತ್ತಿದೆ ಎಂದು ತಿಳಿಸಿದರು. xyxy=(322,1825,586,1875)
headline: ಗ್ರಾಮೀಣ ಭಾಗಕ್ಕೂ ಆಯುರ್ವೇದ ಪಸರಿಸಲಿ: ದೂಡಾ ಅಧ್ಯಕ್ಷ ದಿನೇಶ್ ಕೆ.ಶೆಟ್ಟಿ xyxy=(1162,1065,1510,1121)
lead-text xyxy=(322,1529,567,1816)
court-building-photo xyxy=(1162,162,1510,386)
paragraph: ಸೆಪ್ಟೆಂಬರ್ 24ರಂದು ಆರಂಭಗೊಂಡಿರುವ ಈ ಪ್ರಕ್ರಿಯೆ 2 ರಿಂದ 5 ಗಂಟೆವರೆಗೆ ನಡೆಯಲಿದ್ದು, 28 ರ ಒಳಗೆ ದಾಖಲಾತಿ ಪರಿಶೀಲನೆ ನಡೆಯಲಿದೆ. ಅಭ್ಯರ್ಥಿಗಳು ನಿಗದಿತ ದಿನಾಂಕದೊಳಗೆ ತಮ್ಮ ಆಯ್ಕೆ ದಾಖಲಿಸಬೇಕು. xyxy=(22,1376,304,1444)
page-number-badge: 04 xyxy=(25,25,79,67)
page-header xyxy=(0,0,1532,75)
article-body xyxy=(322,513,1144,601)
paragraph: ಸಮಾಜದ ಮುಖಂಡರು, ಯುವಕರು ಸೇರಿದಂತೆ 15 ಇತರರು ಹಾಗೂ ನೂರಾರು ಸಮುದಾಯದ ಬಾಂಧವರು ಪ್ರತಿಭಟನೆಯಲ್ಲಿ ಭಾಗವಹಿಸಿದ್ದರು. xyxy=(880,1008,1144,1058)
article-gmu-help-centre xyxy=(22,1234,304,1521)
paragraph: ಪರಿಶಿಷ್ಟ ಪಂಗಡದ ಪಟ್ಟಿಗೆ ಹೊಸ ಸಮುದಾಯಗಳನ್ನು ಸೇರಿಸುವ ಮುನ್ನ ಈಗಾಗಲೇ ಇರುವ ಸಮುದಾಯಗಳ ಸಾಮಾಜಿಕ, ಶೈಕ್ಷಣಿಕ ಸ್ಥಿತಿಗತಿಗಳ ಅಧ್ಯಯನ ನಡೆಸಬೇಕು ಎಂದು ಆಗ್ರಹಿಸಿದರು. ನಕಲಿ ಜಾತಿ ಪ್ರಮಾಣ ಪ್ರಕರಣಗಳನ್ನು ತಡೆಗಟ್ಟಬೇಕು ಎಂಬುದು ಸೇರಿದಂತೆ ಹಲವು ಬೇಡಿಕೆಗಳನ್ನು ಮುಂದಿಟ್ಟರು. xyxy=(322,1008,865,1058)
article-lake-water xyxy=(1162,598,1510,1043)
paragraph: ಕಾರ್ಯಕ್ರಮದಲ್ಲಿ ತಾಲೂಕು ಪಂಚಾಯತಿ ಅಧಿಕಾರಿಗಳು, ನಿಗಮದ ಜಿಲ್ಲಾ ವ್ಯವಸ್ಥಾಪಕರು, ಸ್ಥಳೀಯ ಮುಖಂಡರು ಹಾಗೂ ಫಲಾನುಭವಿ ರೈತರು ಉಪಸ್ಥಿತರಿದ್ದರು. xyxy=(601,1825,865,1875)
headline-box xyxy=(322,99,1144,159)
article-body xyxy=(322,1380,1144,1433)
